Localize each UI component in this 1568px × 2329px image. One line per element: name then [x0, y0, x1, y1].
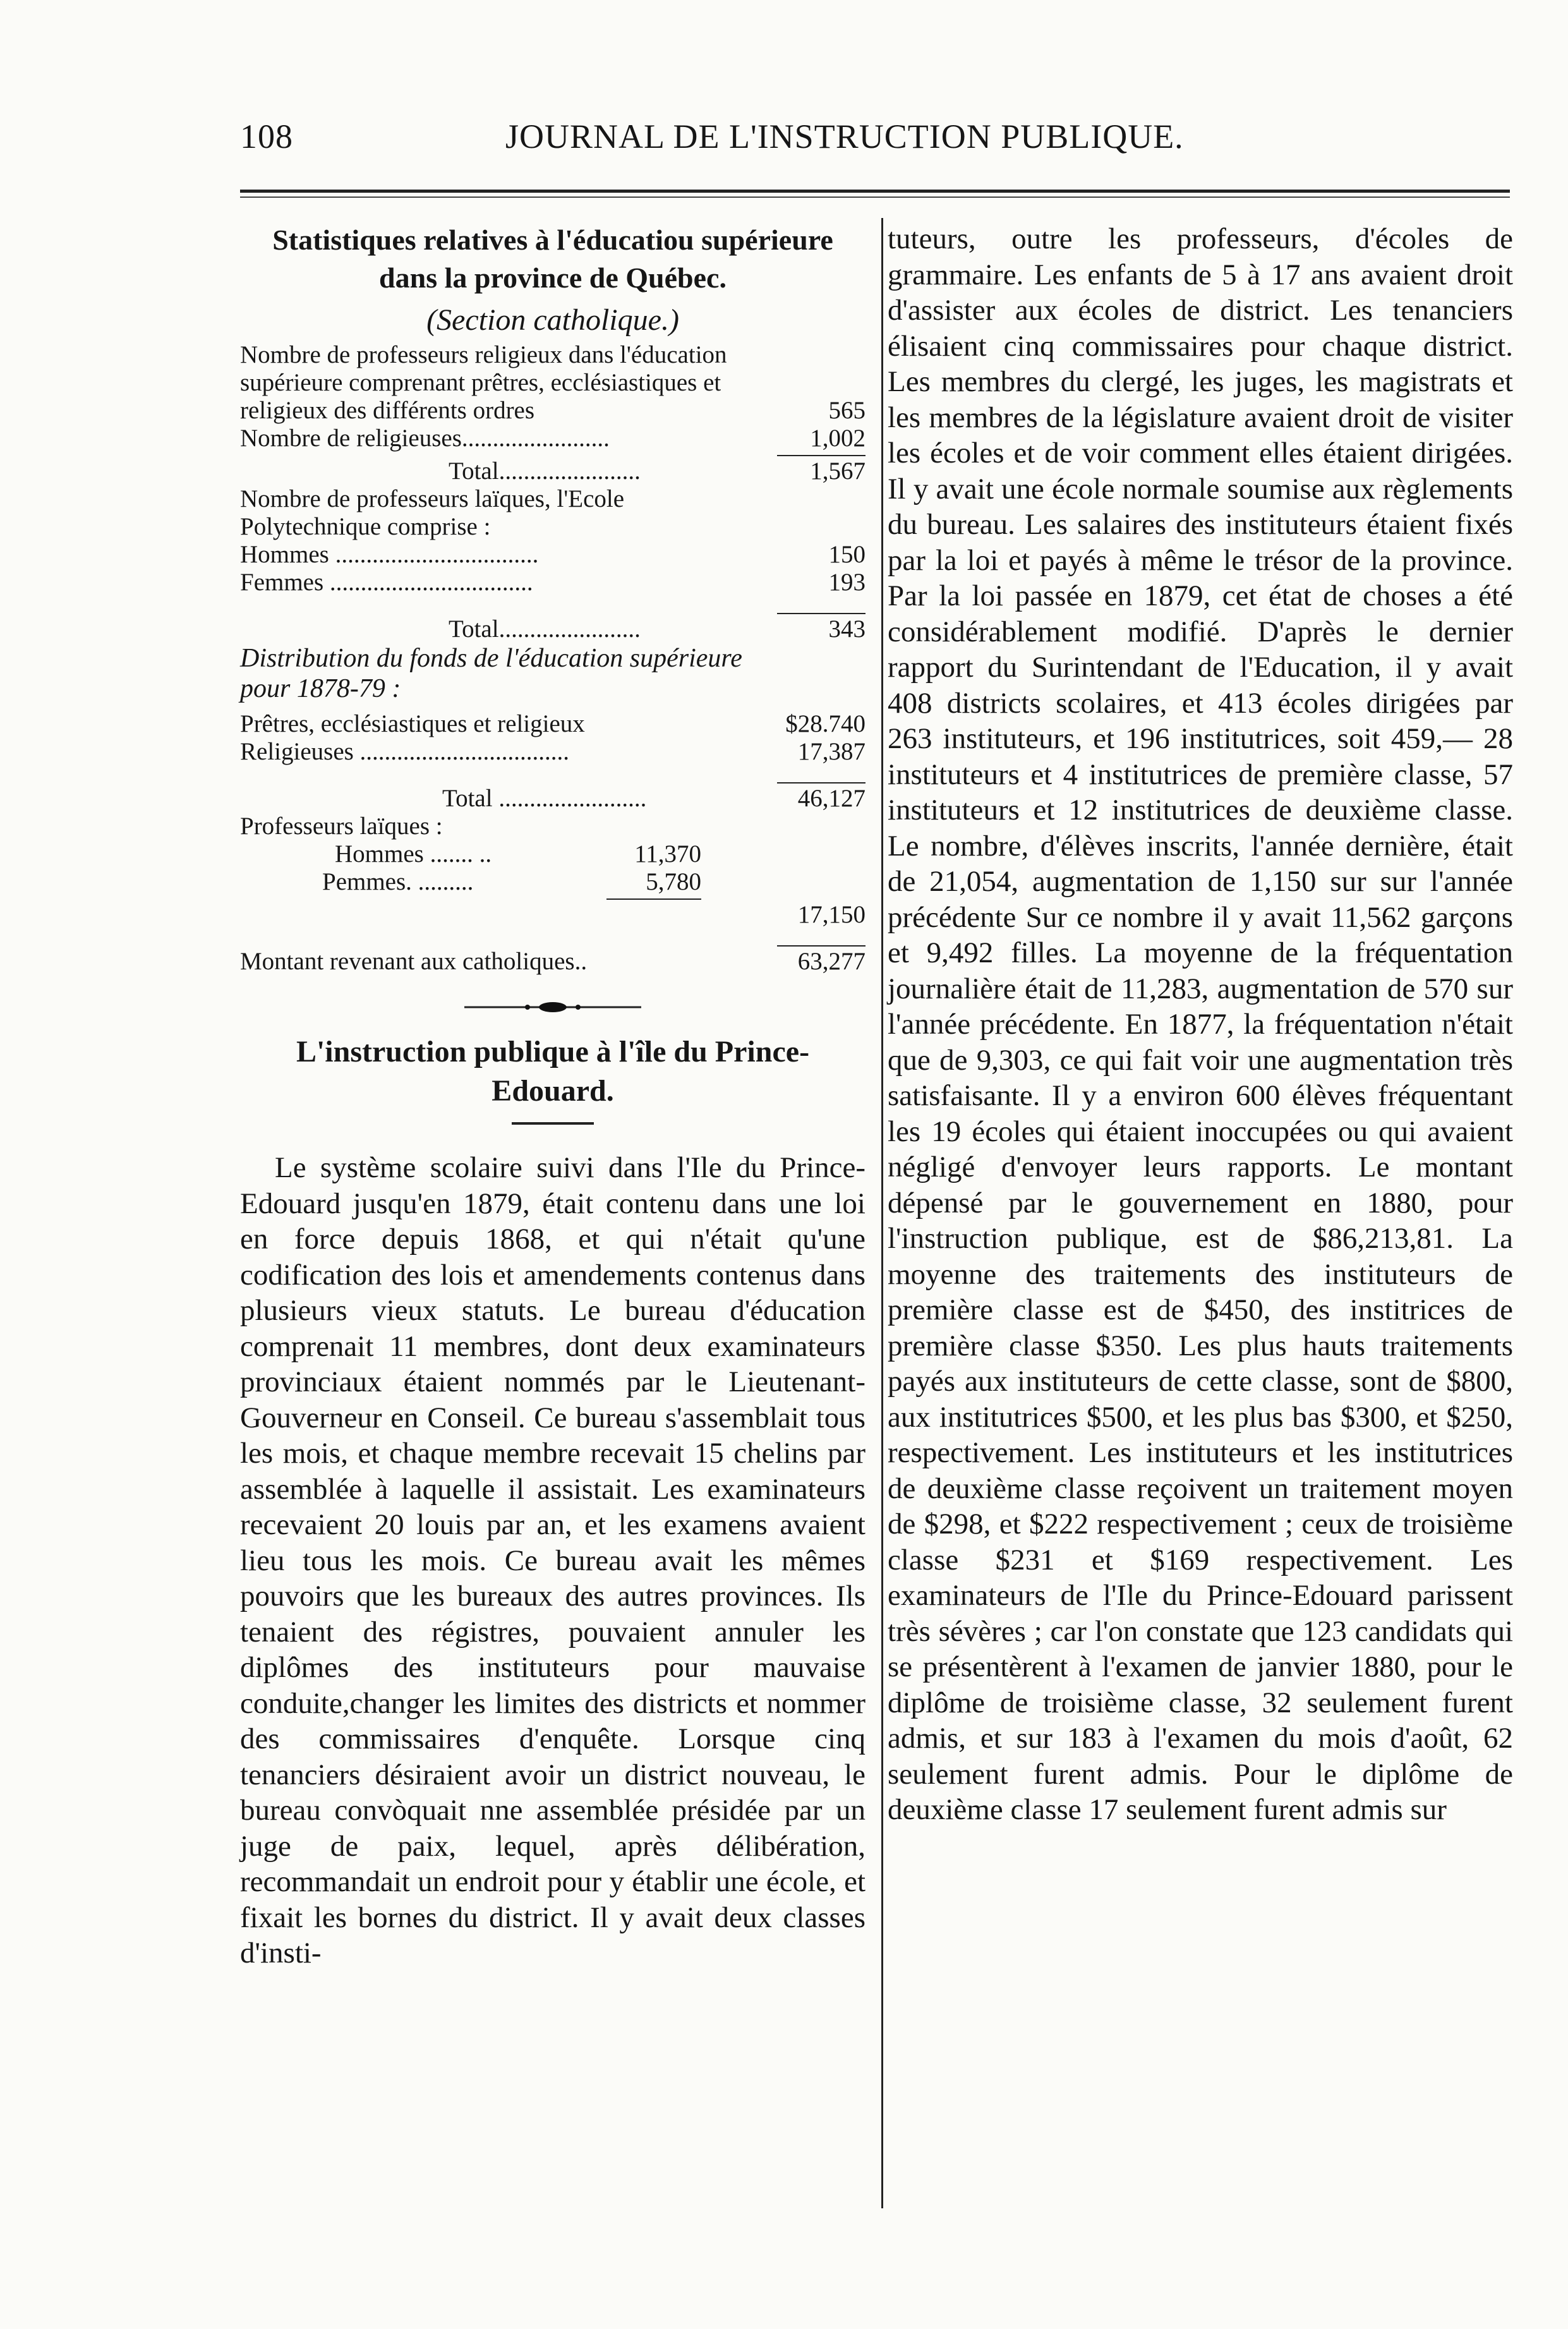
stat-value-subtotal: 17,150	[797, 901, 865, 928]
stat-label-catholic: Montant revenant aux catholiques..	[240, 948, 588, 975]
article-paragraph: Le système scolaire suivi dans l'Ile du Prince-Edouard jusqu'en 1879, était contenu dans une loi en force depuis 1868, et qui n'était qu'une codification des lois et amendements contenus dans plusieurs vieux statuts. Le bureau d'éducation comprenait 11 membres, dont deux examinateurs provinciaux étaient nommés par le Lieutenant-Gouverneur en Conseil. Ce bureau s'assemblait tous les mois, et chaque membre recevait 15 chelins par assemblée à laquelle il assistait. Les examinateurs recevaient 20 louis par an, et les examens avaient lieu tous les mois. Ce bureau avait les mêmes pouvoirs que les bureaux des autres provinces. Ils tenaient des régistres, pouvaient annuler les diplômes des instituteurs pour mauvaise conduite,changer les limites des districts et nommer des commissaires d'enquête. Lorsque cinq tenanciers désiraient avoir un district nouveau, le bureau convòquait nne assemblée présidée par un juge de paix, lequel, après délibération, recommandait un endroit pour y établir une école, et fixait les bornes du district. Il y avait deux classes d'insti-	[240, 1151, 865, 1969]
stat-row-women	[240, 569, 865, 596]
stat-value-total2: 343	[828, 615, 865, 643]
stat-row-women2	[240, 868, 865, 896]
section-ornament	[240, 1001, 865, 1013]
stat-row-nuns	[240, 425, 865, 452]
article-title: L'instruction publique à l'île du Prince-Edouard.	[296, 1035, 810, 1108]
stat-label-lay2: Professeurs laïques :	[240, 813, 443, 840]
sum-rule	[240, 896, 865, 901]
sum-rule	[240, 780, 865, 785]
stat-label-men: Hommes .................................	[240, 541, 539, 568]
title-rule	[512, 1122, 594, 1125]
ornament-divider-icon	[464, 1001, 641, 1013]
sum-rule	[240, 452, 865, 457]
stat-label-total2: Total.......................	[449, 615, 641, 643]
stat-value-total1: 1,567	[810, 457, 865, 485]
stat-row-lay: Nombre de professeurs laïques, l'Ecole Polytechnique comprise :	[240, 485, 625, 540]
article-right-column	[888, 221, 1513, 1828]
stat-row-men2	[240, 840, 865, 868]
stats-subtitle: (Section catholique.)	[426, 303, 679, 337]
stat-label-nuns2: Religieuses ..................................	[240, 738, 570, 765]
stat-value-nuns: 1,002	[810, 425, 865, 452]
page-header	[240, 117, 1251, 180]
column-divider	[881, 218, 883, 2208]
article-paragraph-continued: tuteurs, outre les professeurs, d'écoles de grammaire. Les enfants de 5 à 17 ans avaient droit d'assister aux écoles de district. Les tenanciers élisaient cinq commissaires pour chaque district. Les membres du clergé, les juges, les magistrats et les membres de la législature avaient droit de visiter les écoles et de voir comment elles étaient dirigées. Il y avait une école normale soumise aux règlements du bureau. Les salaires des instituteurs étaient fixés par la loi et payés à même le trésor de la province. Par la loi passée en 1879, cet état de choses a été considérablement modifié. D'après le dernier rapport du Surintendant de l'Education, il y avait 408 districts scolaires, et 413 écoles dirigées par 263 instituteurs, et 196 institutrices, soit 459,— 28 instituteurs et 4 institutrices de première classe, 57 instituteurs et 12 institutrices de deuxième classe. Le nombre, d'élèves inscrits, l'année dernière, était de 21,054, augmentation de 1,150 sur sur l'année précédente Sur ce nombre il y avait 11,562 garçons et 9,492 filles. La moyenne de la fréquentation journalière était de 11,283, augmentation de 570 sur l'année précédente. En 1877, la fréquentation n'était que de 9,303, ce qui fait voir une augmentation très satisfaisante. Il y a environ 600 élèves fréquentant les 19 écoles qui étaient inoccupées ou qui avaient négligé d'envoyer leurs rapports. Le montant dépensé par le gouvernement en 1880, pour l'instruction publique, est de $86,213,81. La moyenne des traitements des instituteurs de première classe est de $450, des institrices de première classe $350. Les plus hauts traitements payés aux instituteurs de cette classe, sont de $800, aux institutrices $500, et les plus bas $300, et $250, respectivement. Les instituteurs et les institutrices de deuxième classe reçoivent un traitement moyen de $298, et $222 respectivement ; ceux de troisième classe $231 et $169 respectivement. Les examinateurs de l'Ile du Prince-Edouard parissent très sévères ; car l'on constate que 123 candidats qui se présentèrent à l'examen de janvier 1880, pour le diplôme de troisième classe, 32 seulement furent admis, et sur 183 à l'examen du mois d'août, 62 seulement furent admis. Pour le diplôme de deuxième classe 17 seulement furent admis sur	[888, 222, 1513, 1826]
stats-title: Statistiques relatives à l'éducatiou supérieure dans la province de Québec.	[272, 224, 833, 294]
stat-row-lay2	[240, 813, 865, 840]
header-rule	[240, 190, 1510, 198]
stat-value-nuns2: 17,387	[797, 738, 865, 765]
stat-row-nuns2	[240, 738, 865, 766]
journal-title: JOURNAL DE L'INSTRUCTION PUBLIQUE.	[505, 118, 1184, 155]
stat-value-men: 150	[828, 541, 865, 568]
stat-label-religious: Nombre de professeurs religieux dans l'éducation supérieure comprenant prêtres, ecclésiastiques et religieux des différents ordres	[240, 341, 727, 424]
page-number: 108	[240, 118, 293, 155]
stat-label-priests: Prêtres, ecclésiastiques et religieux	[240, 710, 585, 737]
stat-label-men2: Hommes ....... ..	[335, 840, 492, 868]
stats-table	[240, 341, 865, 976]
left-column	[240, 221, 865, 1971]
stat-row-total1	[240, 457, 865, 485]
stat-value-men2: 11,370	[634, 840, 701, 868]
stat-label-women: Femmes .................................	[240, 569, 533, 596]
sum-rule	[240, 610, 865, 615]
stat-value-catholic: 63,277	[797, 948, 865, 975]
stat-label-total3: Total ........................	[442, 785, 647, 812]
stat-value-total3: 46,127	[797, 785, 865, 812]
stat-row-catholic	[240, 948, 865, 976]
stat-label-nuns: Nombre de religieuses........................	[240, 425, 610, 452]
right-column	[888, 221, 1513, 1828]
stat-label-total1: Total.......................	[449, 457, 641, 485]
stat-row-distribution: Distribution du fonds de l'éducation supérieure pour 1878-79 :	[240, 644, 742, 703]
stat-row-men	[240, 541, 865, 569]
stat-row-subtotal	[240, 901, 865, 929]
stat-row-priests	[240, 710, 865, 738]
stat-value-women2: 5,780	[646, 868, 701, 895]
stat-value-women: 193	[828, 569, 865, 596]
stat-row-total3	[240, 785, 865, 813]
article-left-column	[240, 1150, 865, 1971]
stat-row-religious	[240, 341, 865, 425]
stat-value-religious: 565	[828, 397, 865, 424]
sum-rule	[240, 943, 865, 948]
stat-value-priests: $28.740	[785, 710, 865, 737]
stat-row-total2	[240, 615, 865, 643]
stat-label-women2: Pemmes. .........	[322, 868, 474, 895]
